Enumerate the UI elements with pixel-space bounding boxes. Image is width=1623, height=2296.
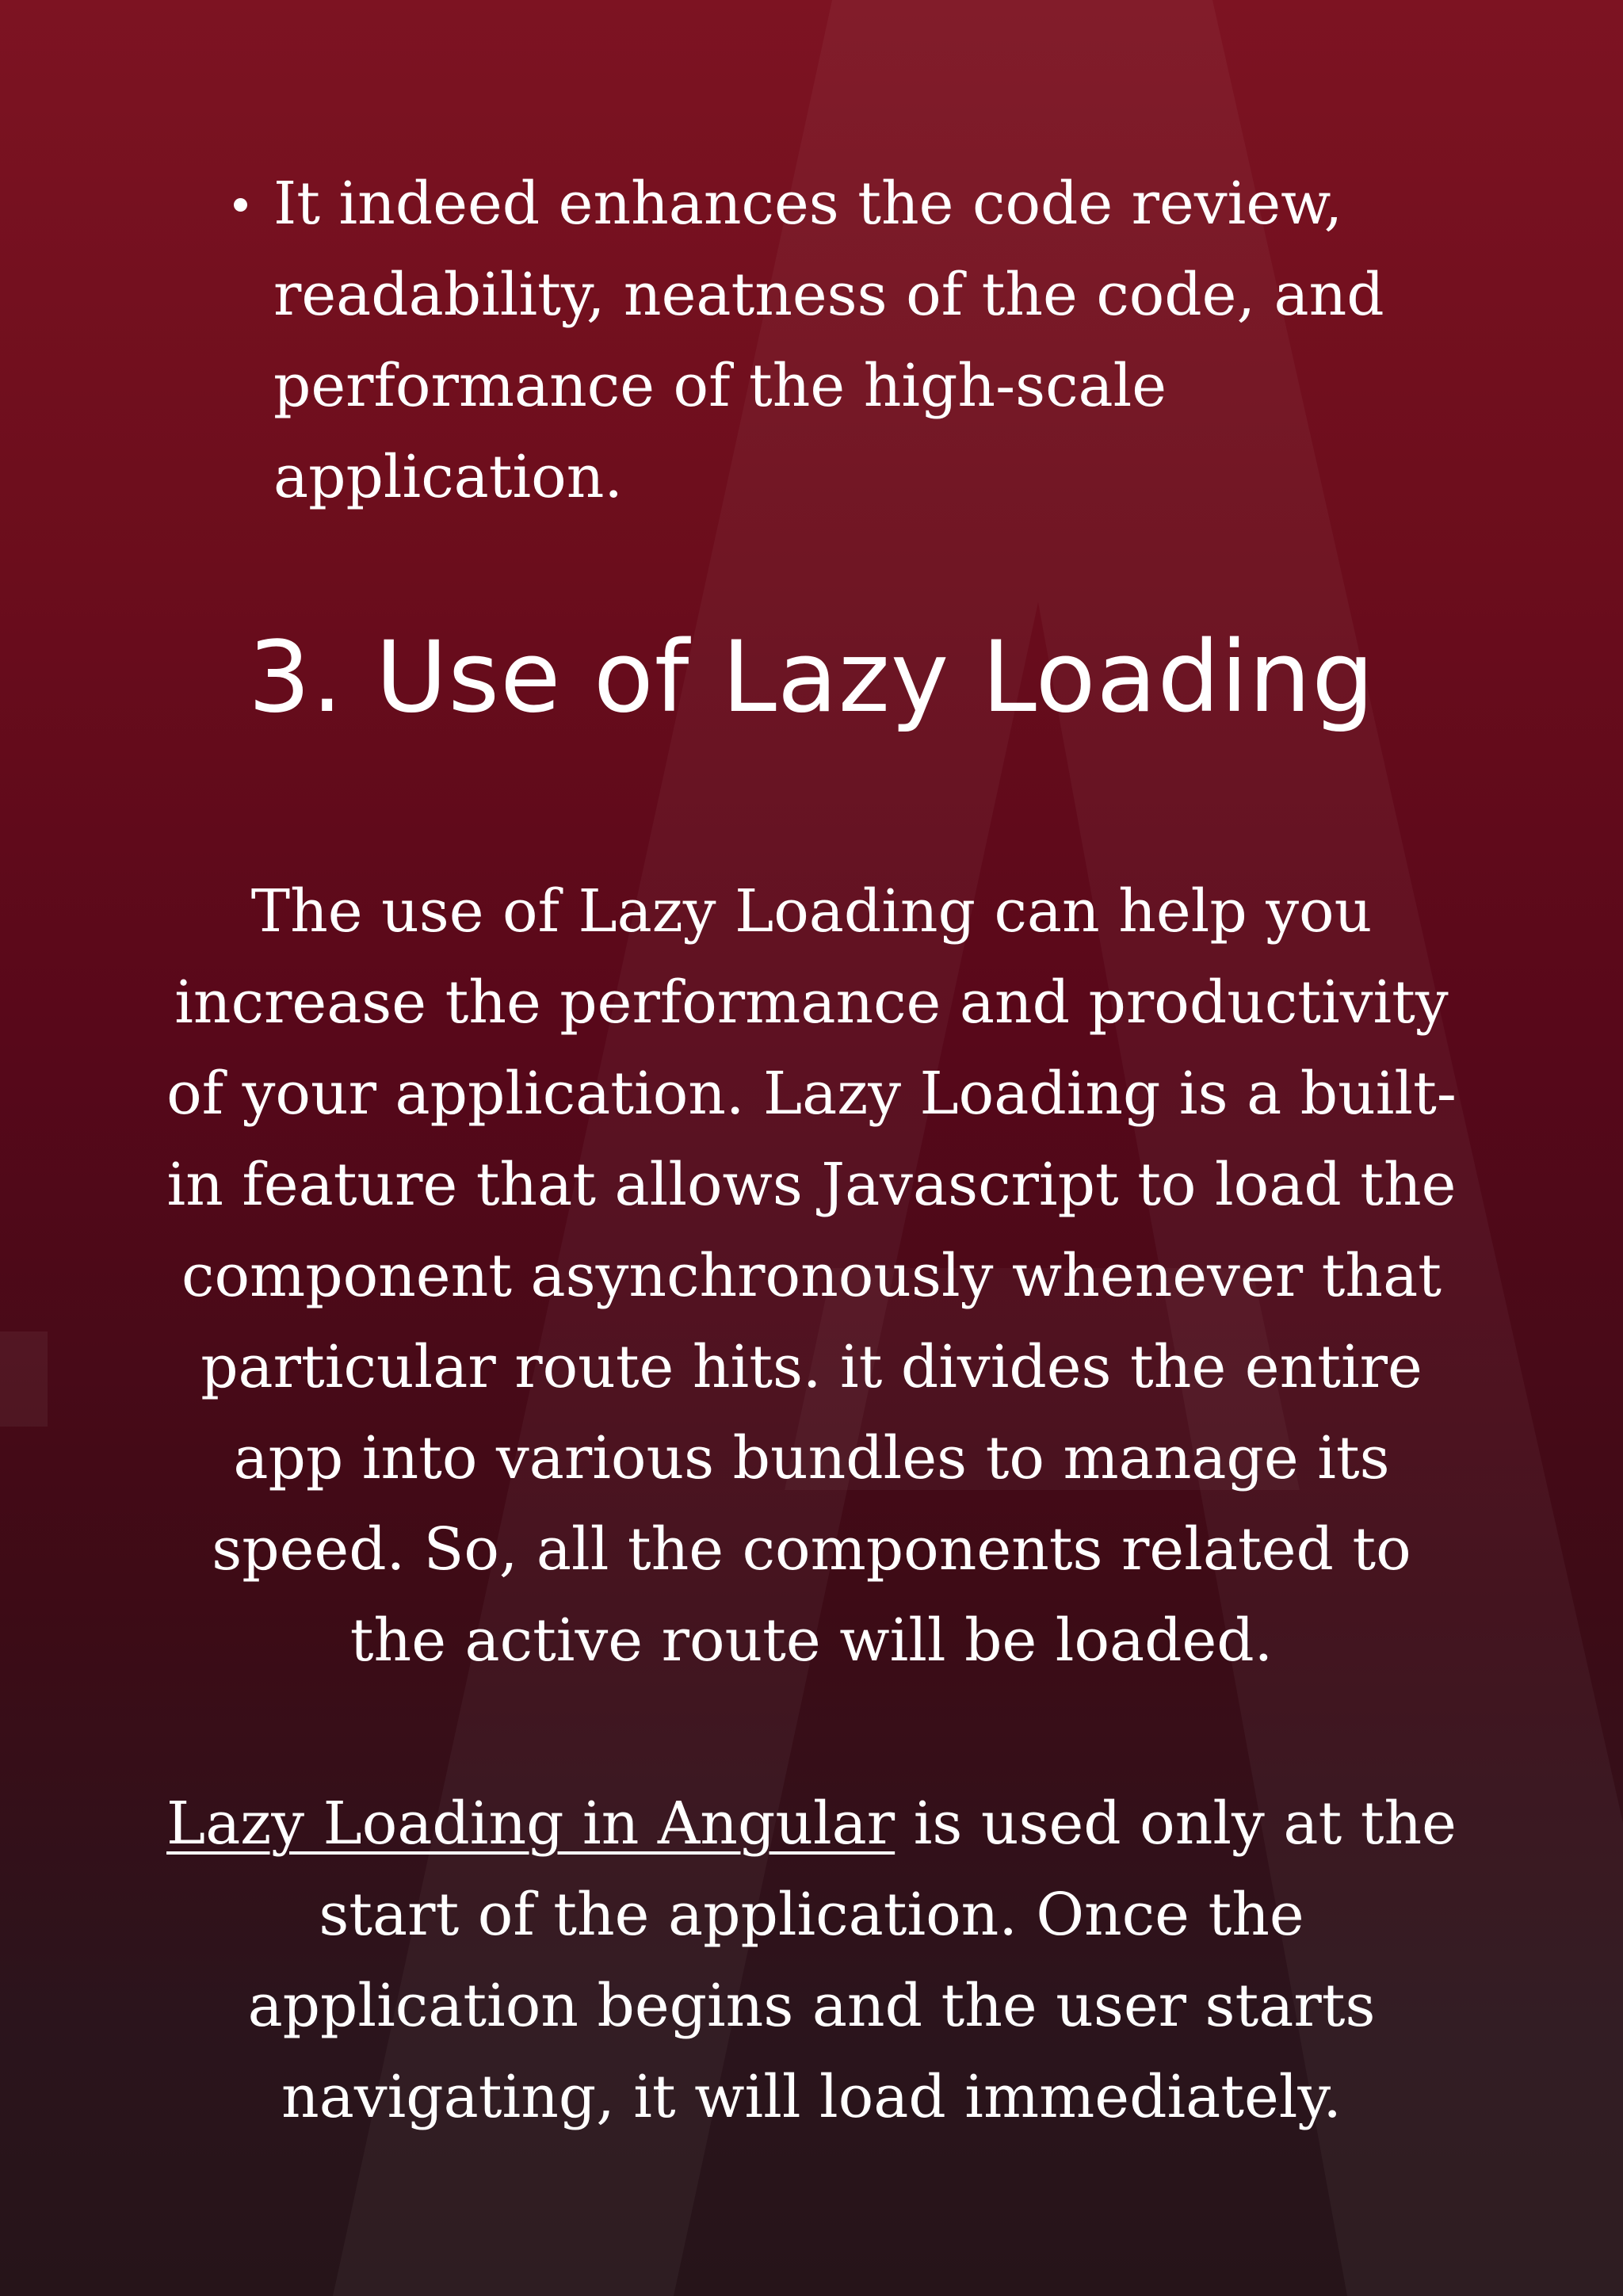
list-item-text: It indeed enhances the code review, readability, neatness of the code, and performance of the high-scale application. bbox=[273, 170, 1384, 511]
bullet-dot-icon bbox=[234, 198, 247, 212]
bullet-list bbox=[214, 159, 1478, 523]
section-heading: 3. Use of Lazy Loading bbox=[248, 621, 1375, 735]
paragraph-text: is used only at the start of the application. Once the application begins and the user starts navigating, it will load immediately. bbox=[247, 1790, 1457, 2131]
section-paragraph-angular bbox=[158, 1778, 1465, 2143]
lazy-loading-angular-link[interactable]: Lazy Loading in Angular bbox=[166, 1790, 896, 1858]
section-paragraph: The use of Lazy Loading can help you increase the performance and productivity of your application. Lazy Loading is a built-in feature that allows Javascript to load the component asynchronously whenever that particular route hits. it divides the entire app into various bundles to manage its speed. So, all the components related to the active route will be loaded. bbox=[166, 877, 1457, 1675]
list-item bbox=[273, 159, 1478, 523]
